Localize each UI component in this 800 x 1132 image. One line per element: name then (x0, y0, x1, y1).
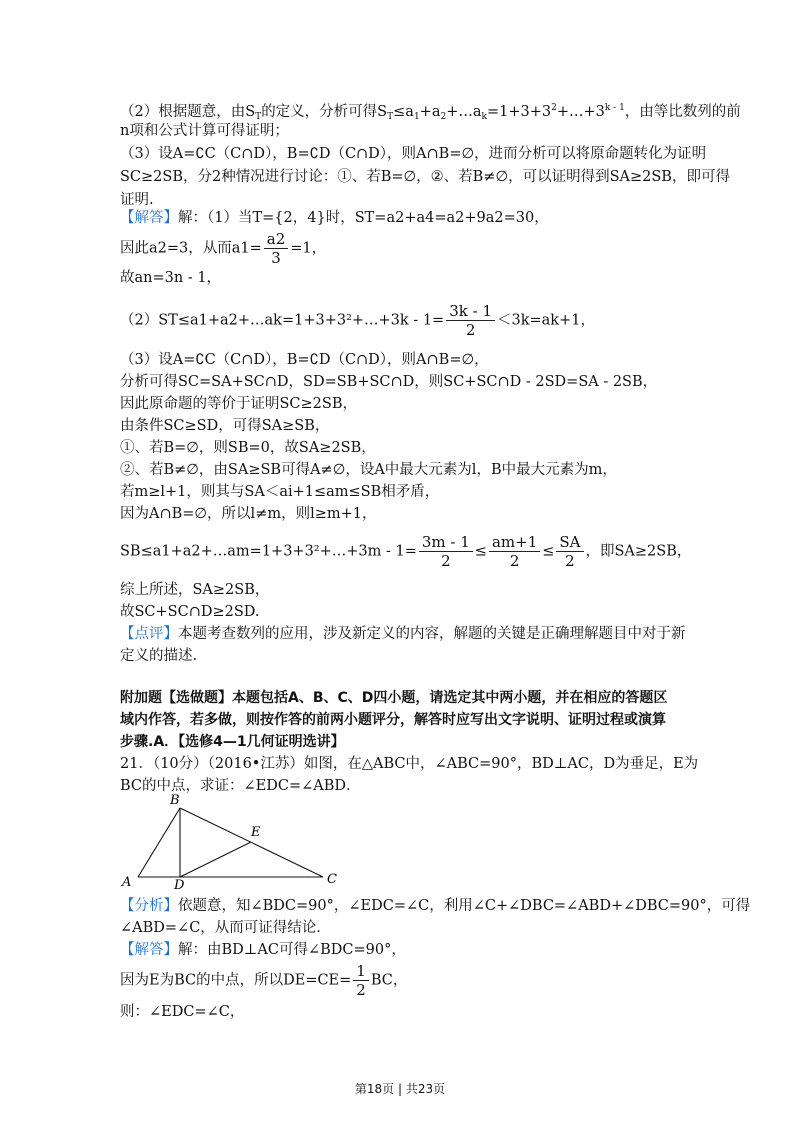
numerator: am+1 (489, 533, 540, 552)
solution-line-11: 若m≥l+1，则其与SA＜ai+1≤am≤SB相矛盾， (120, 484, 440, 500)
text: =1， (290, 240, 327, 257)
solution-line-12: 因为A∩B=∅，所以l≠m，则l≥m+1， (120, 506, 377, 522)
fraction (556, 533, 583, 570)
text: （2）ST≤a1+a2+…ak=1+3+3²+…+3k - 1= (120, 312, 445, 329)
text: SB≤a1+a2+…am=1+3+3²+…+3m - 1= (120, 543, 417, 560)
section-heading-3: 步骤.A．【选修4—1几何证明选讲】 (120, 734, 345, 750)
analysis2-line-1 (120, 896, 750, 916)
text: ＜3k=ak+1， (496, 312, 595, 329)
solution-line-9: ①、若B=∅，则SB=0，故SA≥2SB， (120, 440, 376, 456)
comment-line-1 (120, 624, 686, 644)
solution2-line-3: 则：∠EDC=∠C， (120, 1004, 245, 1020)
solution-line-13 (120, 533, 691, 570)
sup: k - 1 (604, 103, 625, 113)
triangle-figure (118, 790, 348, 890)
fraction (419, 533, 473, 570)
solution-line-6: 分析可得SC=SA+SC∩D，SD=SB+SC∩D，则SC+SC∩D - 2SD=SA - 2SB， (120, 374, 658, 390)
denominator: 2 (509, 552, 520, 570)
solution-line-3: 故an=3n - 1， (120, 270, 222, 286)
comment-tag: 【点评】 (120, 626, 178, 642)
fraction (489, 533, 540, 570)
solution-line-14: 综上所述，SA≥2SB， (120, 582, 270, 598)
denominator: 2 (465, 321, 476, 339)
text: ≤ (542, 543, 555, 560)
text: ≤a (393, 104, 414, 120)
solution-line-8: 由条件SC≥SD，可得SA≥SB， (120, 418, 330, 434)
fraction (264, 230, 289, 267)
text: BC， (370, 972, 408, 989)
text: 本题考查数列的应用，涉及新定义的内容，解题的关键是正确理解题目中对于新 (178, 626, 686, 642)
text: +…+3 (556, 104, 605, 120)
section-heading-2: 域内作答，若多做，则按作答的前两小题评分，解答时应写出文字说明、证明过程或演算 (120, 712, 666, 728)
text: （2）根据题意，由S (120, 104, 256, 120)
solution-tag: 【解答】 (120, 210, 178, 226)
page-footer: 第18页 | 共23页 (354, 1082, 446, 1096)
text: +a (419, 104, 441, 120)
label-a: A (122, 875, 132, 890)
numerator: SA (556, 533, 583, 552)
solution-line-15: 故SC+SC∩D≥2SD. (120, 604, 260, 620)
label-b: B (170, 793, 180, 808)
comment-line-2: 定义的描述. (120, 648, 198, 664)
segment-de (180, 842, 251, 877)
solution-line-10: ②、若B≠∅，由SA≥SB可得A≠∅，设A中最大元素为l，B中最大元素为m， (120, 462, 617, 478)
fraction (353, 962, 369, 999)
sup: 2 (551, 103, 557, 113)
analysis-line-5: 证明. (120, 192, 154, 208)
text: 因此a2=3，从而a1= (120, 240, 262, 257)
numerator: 1 (353, 962, 369, 981)
question-line-1: 21．（10分）（2016•江苏）如图，在△ABC中，∠ABC=90°，BD⊥AC，D为垂足，E为 (120, 756, 699, 772)
denominator: 2 (565, 552, 575, 570)
solution-line-4 (120, 302, 595, 339)
solution-line-1 (120, 208, 549, 228)
text: ≤ (474, 543, 487, 560)
solution-tag: 【解答】 (120, 942, 178, 958)
solution-line-2 (120, 230, 326, 267)
text: ，由等比数列的前 (624, 104, 741, 120)
label-e: E (251, 825, 261, 840)
numerator: 3m - 1 (419, 533, 473, 552)
side-ab (138, 808, 180, 877)
text: 的定义，分析可得S (261, 104, 388, 120)
solution-line-7: 因此原命题的等价于证明SC≥2SB， (120, 396, 357, 412)
solution-line-5: （3）设A=∁C（C∩D），B=∁D（C∩D），则A∩B=∅， (120, 352, 489, 368)
numerator: 3k - 1 (446, 302, 495, 321)
text: ，即SA≥2SB， (585, 543, 692, 560)
denominator: 2 (441, 552, 451, 570)
sub: k (481, 112, 487, 122)
sub: 2 (440, 112, 447, 122)
sub: T (387, 112, 394, 122)
label-d: D (174, 878, 185, 890)
analysis-line-3: （3）设A=∁C（C∩D），B=∁D（C∩D），则A∩B=∅，进而分析可以将原命题转化为证明 (120, 146, 707, 162)
text: +…a (446, 104, 482, 120)
sub: 1 (413, 112, 420, 122)
section-heading-1: 附加题【选做题】本题包括A、B、C、D四小题，请选定其中两小题，并在相应的答题区 (120, 690, 668, 706)
denominator: 3 (271, 249, 281, 267)
text: 解：（1）当T={2，4}时，ST=a2+a4=a2+9a2=30， (178, 210, 549, 226)
fraction (446, 302, 495, 339)
text: 因为E为BC的中点，所以DE=CE= (120, 972, 352, 989)
numerator: a2 (264, 230, 289, 249)
denominator: 2 (356, 981, 366, 999)
sub: T (255, 112, 262, 122)
solution2-line-2 (120, 962, 407, 999)
analysis-line-2: n项和公式计算可得证明； (120, 123, 289, 139)
text: =1+3+3 (486, 104, 552, 120)
question-line-2: BC的中点，求证：∠EDC=∠ABD． (120, 778, 361, 794)
analysis-line-4: SC≥2SB，分2种情况进行讨论：①、若B=∅，②、若B≠∅，可以证明得到SA≥2SB，即可得 (120, 169, 730, 185)
label-c: C (327, 872, 337, 887)
text: 依题意，知∠BDC=90°，∠EDC=∠C，利用∠C+∠DBC=∠ABD+∠DBC=90°，可得 (178, 898, 751, 914)
text: 解：由BD⊥AC可得∠BDC=90°， (178, 942, 406, 958)
analysis-tag: 【分析】 (120, 898, 178, 914)
analysis2-line-2: ∠ABD=∠C，从而可证得结论． (120, 920, 331, 936)
solution2-line-1 (120, 940, 406, 960)
